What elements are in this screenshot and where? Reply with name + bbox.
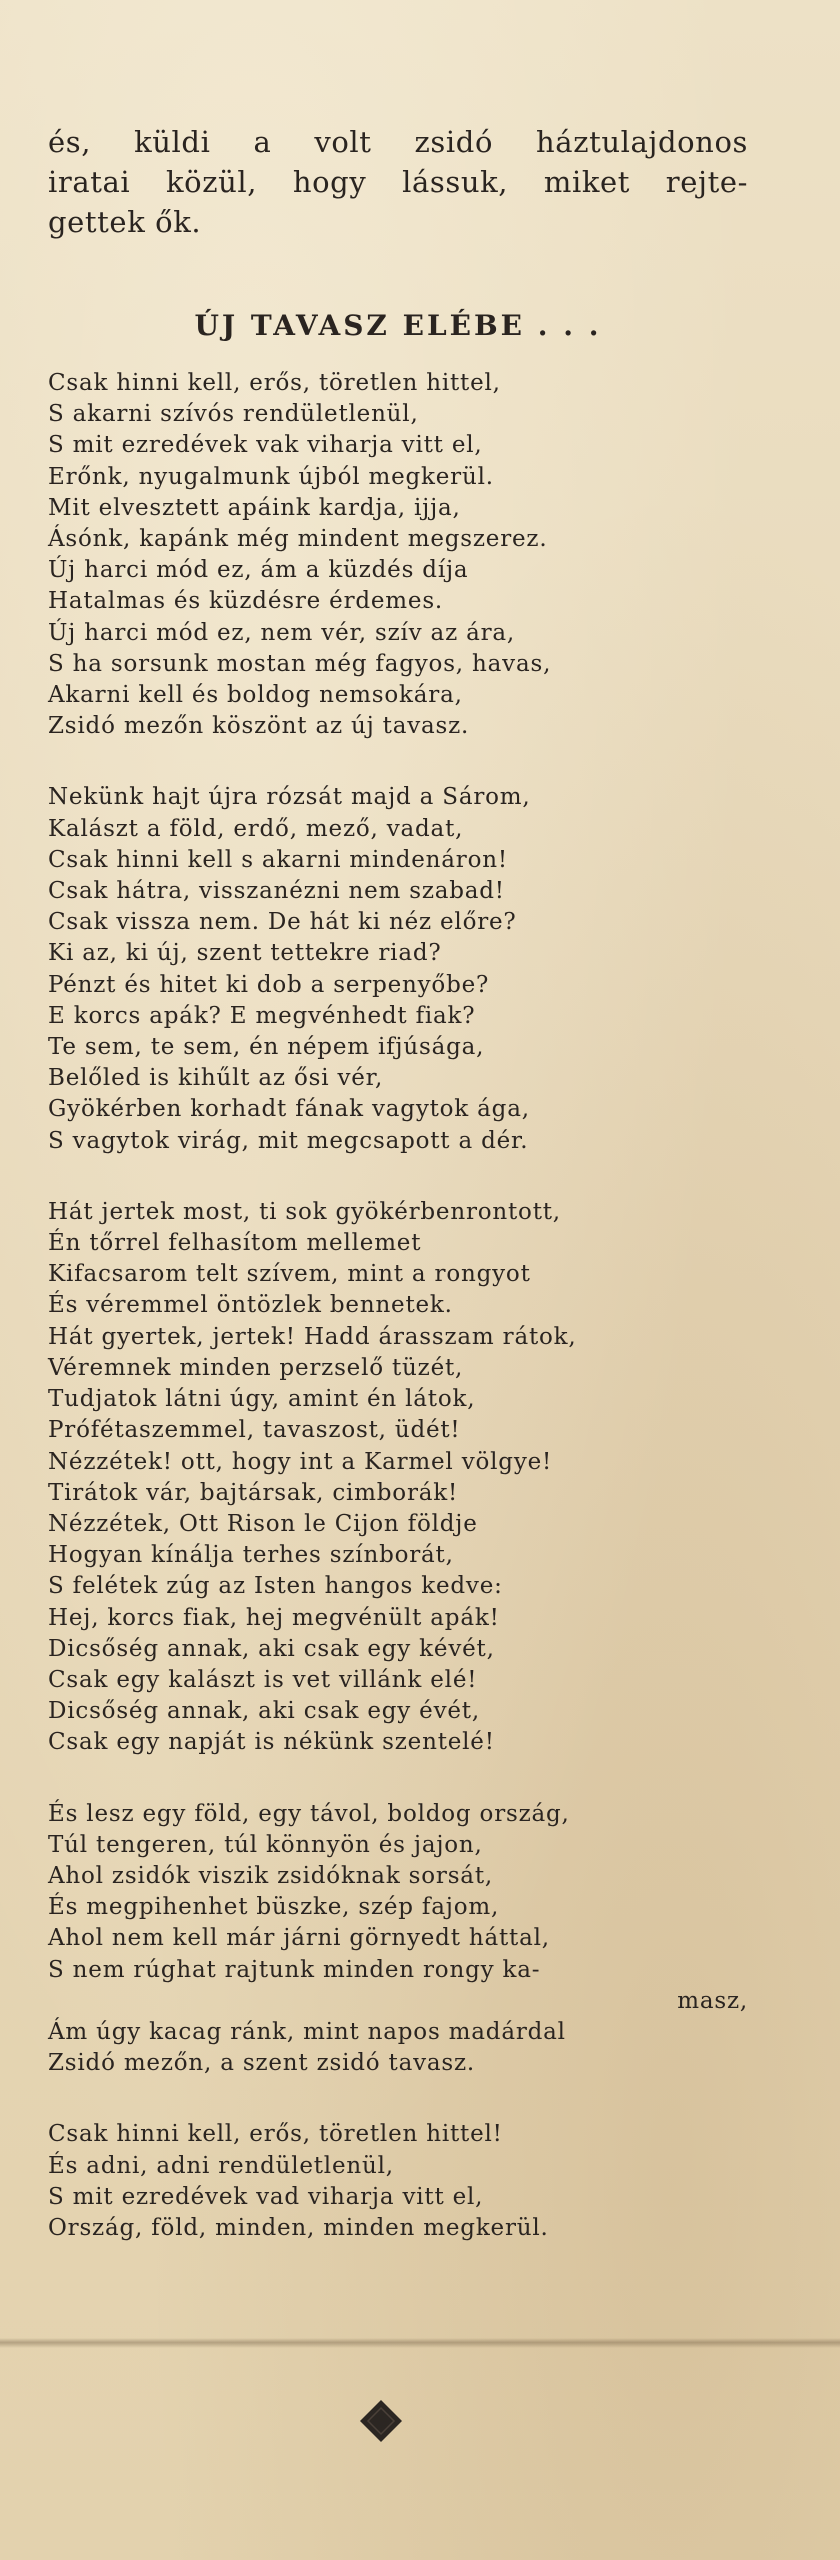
- poem-line: Ország, föld, minden, minden megkerül.: [48, 2214, 549, 2241]
- poem-line: E korcs apák? E megvénhedt fiak?: [48, 1002, 476, 1029]
- poem-line: Csak hinni kell s akarni mindenáron!: [48, 846, 508, 873]
- poem-line: Csak hinni kell, erős, töretlen hittel!: [48, 2121, 503, 2148]
- paper-fold-line: [0, 2338, 840, 2348]
- poem-line: Csak egy napját is nékünk szentelé!: [48, 1729, 495, 1756]
- poem-line: Mit elvesztett apáink kardja, ijja,: [48, 494, 461, 521]
- poem-line: Csak hátra, visszanézni nem szabad!: [48, 878, 505, 905]
- intro-line-3: gettek ők.: [48, 205, 202, 239]
- article-column: [48, 122, 748, 2244]
- poem-line: Tudjatok látni úgy, amint én látok,: [48, 1386, 476, 1413]
- poem-line: Ahol zsidók viszik zsidóknak sorsát,: [48, 1862, 493, 1889]
- poem-line: Prófétaszemmel, tavaszost, üdét!: [48, 1417, 461, 1444]
- poem-line: Zsidó mezőn köszönt az új tavasz.: [48, 713, 470, 740]
- poem-line: És megpihenhet büszke, szép fajom,: [48, 1894, 500, 1921]
- poem-body: [48, 368, 748, 2244]
- intro-line-1: és, küldi a volt zsidó háztulajdonos: [48, 125, 748, 159]
- poem-line: Pénzt és hitet ki dob a serpenyőbe?: [48, 971, 490, 998]
- poem-line: Akarni kell és boldog nemsokára,: [48, 682, 463, 709]
- poem-line: Ki az, ki új, szent tettekre riad?: [48, 940, 442, 967]
- next-article-cut-off-text: [48, 2540, 748, 2560]
- intro-paragraph: [48, 122, 748, 242]
- poem-line: Belőled is kihűlt az ősi vér,: [48, 1065, 384, 1092]
- poem-line: Új harci mód ez, nem vér, szív az ára,: [48, 619, 516, 646]
- poem-line: Zsidó mezőn, a szent zsidó tavasz.: [48, 2050, 476, 2077]
- poem-stanza: [48, 368, 748, 742]
- poem-line: Erőnk, nyugalmunk újból megkerül.: [48, 463, 494, 490]
- poem-line: Tirátok vár, bajtársak, cimborák!: [48, 1479, 459, 1506]
- poem-line: S mit ezredévek vak viharja vitt el,: [48, 432, 483, 459]
- poem-stanza: [48, 782, 748, 1156]
- poem-line: masz,: [677, 1987, 748, 2014]
- poem-line: Én tőrrel felhasítom mellemet: [48, 1230, 422, 1257]
- poem-line: És véremmel öntözlek bennetek.: [48, 1292, 453, 1319]
- poem-line: Túl tengeren, túl könnyön és jajon,: [48, 1831, 483, 1858]
- poem-line: Te sem, te sem, én népem ifjúsága,: [48, 1034, 485, 1061]
- poem-line: Hogyan kínálja terhes színborát,: [48, 1542, 454, 1569]
- poem-line: Csak hinni kell, erős, töretlen hittel,: [48, 370, 501, 396]
- poem-stanza: [48, 1197, 748, 1759]
- poem-line: Ahol nem kell már járni görnyedt háttal,: [48, 1925, 550, 1952]
- poem-line: Gyökérben korhadt fának vagytok ága,: [48, 1096, 530, 1123]
- poem-line: És adni, adni rendületlenül,: [48, 2152, 394, 2179]
- poem-line: Nézzétek, Ott Rison le Cijon földje: [48, 1510, 478, 1537]
- poem-line: S ha sorsunk mostan még fagyos, havas,: [48, 650, 552, 677]
- poem-line: Nézzétek! ott, hogy int a Karmel völgye!: [48, 1448, 553, 1475]
- poem-line: Hatalmas és küzdésre érdemes.: [48, 588, 444, 615]
- poem-line: Csak egy kalászt is vet villánk elé!: [48, 1666, 478, 1693]
- poem-line: Ám úgy kacag ránk, mint napos madárdal: [48, 2018, 566, 2045]
- poem-line: És lesz egy föld, egy távol, boldog ország,: [48, 1800, 570, 1827]
- poem-line: Új harci mód ez, ám a küzdés díja: [48, 557, 469, 584]
- poem-stanza: [48, 2119, 748, 2244]
- poem-line: Kalászt a föld, erdő, mező, vadat,: [48, 815, 464, 842]
- poem-line: S nem rúghat rajtunk minden rongy ka-: [48, 1956, 541, 1983]
- poem-line: Dicsőség annak, aki csak egy évét,: [48, 1698, 480, 1725]
- poem-line: Kifacsarom telt szívem, mint a rongyot: [48, 1261, 531, 1288]
- poem-line: S felétek zúg az Isten hangos kedve:: [48, 1573, 503, 1600]
- poem-line: Véremnek minden perzselő tüzét,: [48, 1354, 464, 1381]
- poem-line: Ásónk, kapánk még mindent megszerez.: [48, 526, 548, 553]
- poem-line: Hát gyertek, jertek! Hadd árasszam rátok,: [48, 1323, 577, 1350]
- poem-line: Csak vissza nem. De hát ki néz előre?: [48, 909, 517, 936]
- poem-title: ÚJ TAVASZ ELÉBE . . .: [194, 309, 602, 342]
- poem-line: Hej, korcs fiak, hej megvénült apák!: [48, 1604, 500, 1631]
- poem-line: Dicsőség annak, aki csak egy kévét,: [48, 1635, 495, 1662]
- poem-line: Hát jertek most, ti sok gyökérbenrontott,: [48, 1198, 561, 1225]
- intro-line-2: iratai közül, hogy lássuk, miket rejte-: [48, 165, 748, 199]
- poem-stanza: [48, 1799, 748, 2080]
- poem-line: S akarni szívós rendületlenül,: [48, 401, 419, 428]
- poem-line: S mit ezredévek vad viharja vitt el,: [48, 2183, 484, 2210]
- poem-line: Nekünk hajt újra rózsát majd a Sárom,: [48, 784, 531, 811]
- diamond-ornament-icon: [358, 2398, 404, 2444]
- poem-line: S vagytok virág, mit megcsapott a dér.: [48, 1127, 529, 1154]
